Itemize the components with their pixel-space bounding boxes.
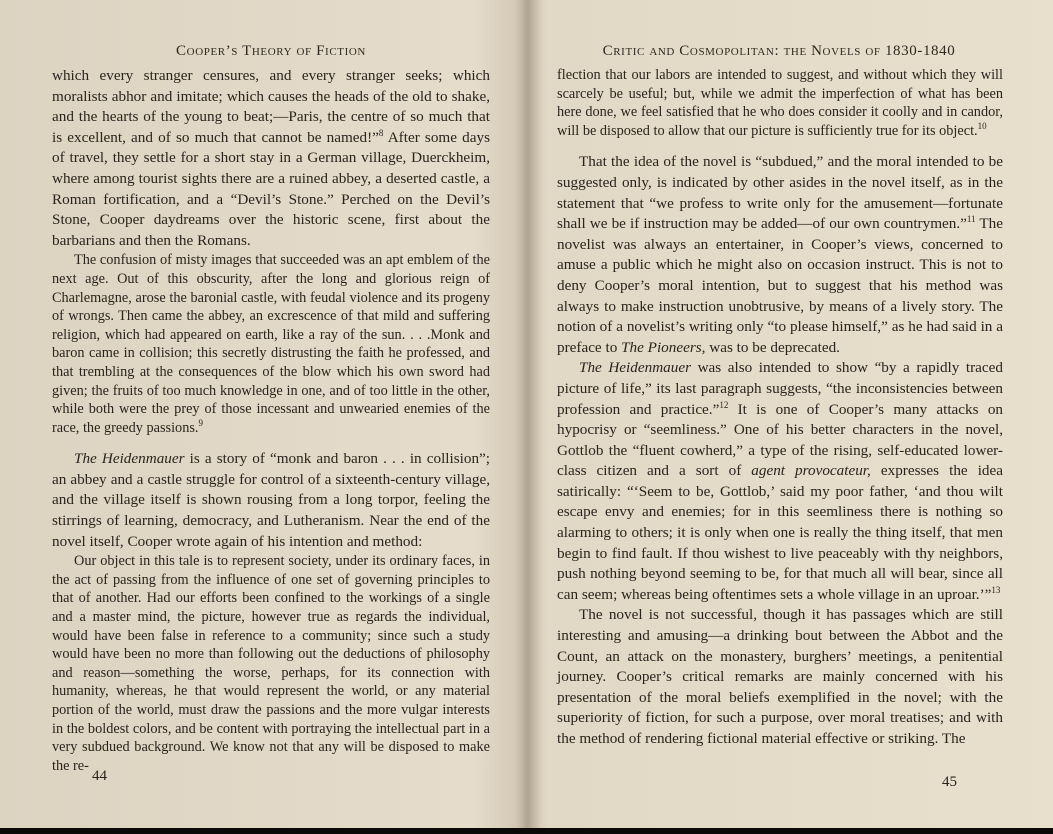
pioneers-title: The Pioneers, <box>621 338 706 356</box>
block-quote-1 <box>52 251 490 437</box>
block-quote-2 <box>52 552 490 775</box>
left-p2-text: is a story of “monk and baron . . . in collision”; an abbey and a castle struggle for control of a sixteenth-century village, and the village itself is shown rousing from a long torpor, feeling the stirrings of learning, democracy, and Lutheranism. Near the end of the novel itself, Cooper wrote again of his intention and method: <box>52 450 491 550</box>
left-page-number: 44 <box>92 768 107 784</box>
right-p2c: was to be deprecated. <box>709 338 840 356</box>
right-page-number: 45 <box>942 774 957 790</box>
right-block-quote-continuation <box>557 66 1003 140</box>
block-quote-2-text: Our object in this tale is to represent society, under its ordinary faces, in the act of passing from the influence of one set of governing principles to that of another. Had our efforts been confined to the workings of a single and a master mind, the picture, however true as regards the individual, would have been false in reference to a community; since such a study would have been no more than following out the deductions of philosophy and reason—something the worse, perhaps, for its connection with humanity, whereas, he that would represent the world, or any material portion of the world, must draw the passions and the more vulgar interests in the boldest colors, and be content with portraying the intellectual part in a very subdued background. We know not that any will be disposed to make the re- <box>52 553 490 774</box>
footnote-ref-13: 13 <box>991 584 1001 595</box>
footnote-ref-11: 11 <box>966 214 976 225</box>
right-paragraph-3 <box>557 358 1003 605</box>
heidenmauer-title-right: The Heidenmauer <box>579 359 691 377</box>
right-p1-text: flection that our labors are intended to suggest, and without which they will scarcely be useful; but, while we admit the imperfection of what has been here done, we feel satisfied that he who does consider it coolly and in candor, will be disposed to allow that our picture is sufficiently true for its object. <box>557 67 1003 139</box>
footnote-ref-9: 9 <box>198 417 203 428</box>
right-running-head: Critic and Cosmopolitan: the Novels of 1830-1840 <box>602 43 956 59</box>
right-p3a: was also intended to show “by a rapidly traced picture of life,” its last paragraph suggests, “the inconsistencies between profession and practice.” <box>557 359 1004 418</box>
right-page <box>528 0 1053 834</box>
agent-provocateur-term: agent provocateur, <box>751 462 871 480</box>
left-page <box>0 0 525 834</box>
right-p2b: The novelist was always an entertainer, in Cooper’s views, concerned to amuse a public which he might also on occasion instruct. This is not to deny Cooper’s moral intention, but to suggest that his method was always to make instruction unobtrusive, by means of a lively story. The notion of a novelist’s writing only “to please himself,” as he had said in a preface to <box>557 215 1003 356</box>
left-p1-tail: After some days of travel, they settle for a short stay in a German village, Duerckheim, where among tourist sights there are a ruined abbey, a deserted castle, a Roman fortification, and a “Devil’s Stone.” Perched on the Devil’s Stone, Cooper daydreams over the historic scene, first about the barbarians and then the Romans. <box>52 128 490 249</box>
left-running-head: Cooper’s Theory of Fiction <box>176 43 366 59</box>
right-p2a: That the idea of the novel is “subdued,” and the moral intended to be suggested only, is indicated by other asides in the novel itself, as in the statement that “we profess to write only for the amusement—fortunate shall we be if instruction may be added—of our own countrymen.” <box>557 153 1003 233</box>
left-body-text <box>52 66 490 775</box>
right-paragraph-4 <box>557 605 1003 749</box>
footnote-ref-12: 12 <box>719 399 729 410</box>
footnote-ref-10: 10 <box>977 121 987 132</box>
left-paragraph-2 <box>52 449 490 552</box>
left-p1-text: which every stranger censures, and every stranger seeks; which moralists abhor and imitate; which causes the heads of the old to shake, and the hearts of the young to beat;—Paris, the centre of so much that is excellent, and of so much that cannot be named!” <box>52 67 490 146</box>
right-p4: The novel is not successful, though it has passages which are still interesting and amusing—a drinking bout between the Abbot and the Count, an attack on the monastery, burghers’ meetings, a penitential journey. Cooper’s critical remarks are mainly concerned with his presentation of the moral beliefs exemplified in the novel; with the superiority of fiction, for such a purpose, over moral treatises; and with the method of rendering fictional material effective or striking. The <box>557 606 1003 747</box>
right-paragraph-2 <box>557 152 1003 358</box>
right-body-text <box>557 66 1003 750</box>
right-p3b: It is one of Cooper’s many attacks on hypocrisy or “seemliness.” One of his better characters in the novel, Gottlob the “fluent cowherd,” a type of the rising, self-educated lower-class citizen and a sort of <box>557 400 1004 480</box>
heidenmauer-title: The Heidenmauer <box>74 450 185 468</box>
footnote-ref-8: 8 <box>378 127 384 138</box>
right-p3c: expresses the idea satirically: “‘Seem to be, Gottlob,’ said my poor father, ‘and thou wilt escape envy and enemies; for in this seemliness there is nothing so alarming to others; it is only when one is really the thing itself, that men begin to find fault. If thou wishest to live peaceably with thy neighbors, push nothing beyond seeming to be, for that much all will bear, since all can seem; whereas being oftentimes sets a whole village in an uproar.’” <box>557 462 1003 603</box>
block-quote-1-text: The confusion of misty images that succeeded was an apt emblem of the next age. Out of this obscurity, after the long and glorious reign of Charlemagne, arose the baronial castle, with feudal violence and its progeny of wrongs. Then came the abbey, an excrescence of that mild and suffering religion, which had appeared on earth, like a ray of the sun. . . .Monk and baron came in collision; this secretly distrusting the faith he professed, and that trembling at the consequences of the blow which his own sword had given; the fruits of too much knowledge in one, and of too little in the other, while both were the prey of those incessant and unwearied enemies of the race, the greedy passions. <box>52 252 490 436</box>
left-paragraph-1 <box>52 66 490 251</box>
